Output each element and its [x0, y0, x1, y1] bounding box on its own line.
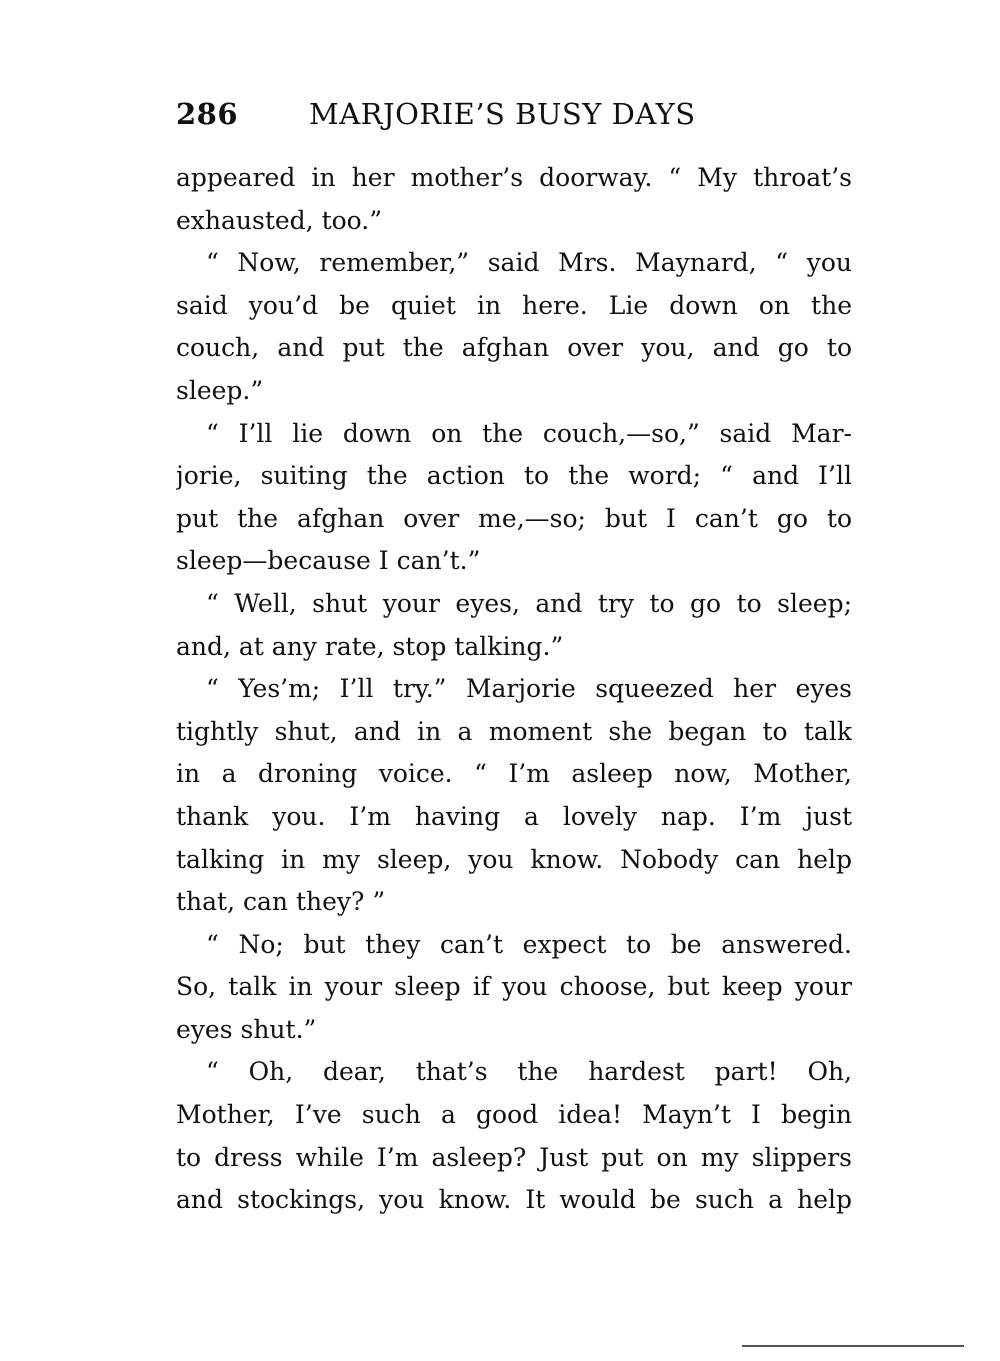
text-line: put the afghan over me,—so; but I can’t go to: [176, 503, 852, 533]
text-line: and stockings, you know. It would be such a help: [176, 1185, 852, 1215]
text-line: appeared in her mother’s doorway. “ My throat’s: [176, 163, 852, 192]
footer-rule: [742, 1345, 964, 1347]
text-line: sleep—because I can’t.”: [176, 546, 481, 576]
text-line: and, at any rate, stop talking.”: [176, 631, 564, 661]
text-line: couch, and put the afghan over you, and go to: [176, 333, 852, 363]
text-line: to dress while I’m asleep? Just put on my slippers: [176, 1142, 852, 1172]
running-title: MARJORIE’S BUSY DAYS: [309, 97, 696, 131]
text-line: “ Oh, dear, that’s the hardest part! Oh,: [206, 1057, 852, 1087]
text-line: “ No; but they can’t expect to be answered.: [206, 929, 852, 959]
text-line: “ Well, shut your eyes, and try to go to sleep;: [206, 588, 852, 618]
text-line: sleep.”: [176, 375, 264, 405]
page-number: 286: [176, 97, 239, 131]
running-header: [176, 97, 736, 137]
text-line: eyes shut.”: [176, 1014, 317, 1044]
text-line: So, talk in your sleep if you choose, but keep your: [176, 972, 852, 1002]
text-line: jorie, suiting the action to the word; “ and I’ll: [176, 461, 852, 491]
text-line: that, can they? ”: [176, 887, 386, 917]
text-line: in a droning voice. “ I’m asleep now, Mother,: [176, 759, 852, 789]
text-line: thank you. I’m having a lovely nap. I’m just: [176, 801, 852, 831]
text-line: said you’d be quiet in here. Lie down on the: [176, 290, 852, 320]
text-line: talking in my sleep, you know. Nobody can help: [176, 844, 852, 874]
body-text: [176, 157, 852, 1222]
text-line: “ I’ll lie down on the couch,—so,” said Mar-: [206, 418, 852, 448]
text-line: tightly shut, and in a moment she began to talk: [176, 716, 852, 746]
text-line: Mother, I’ve such a good idea! Mayn’t I begin: [176, 1100, 852, 1130]
text-line: “ Now, remember,” said Mrs. Maynard, “ you: [206, 248, 852, 278]
text-line: exhausted, too.”: [176, 205, 383, 235]
text-line: “ Yes’m; I’ll try.” Marjorie squeezed her eyes: [206, 674, 852, 704]
